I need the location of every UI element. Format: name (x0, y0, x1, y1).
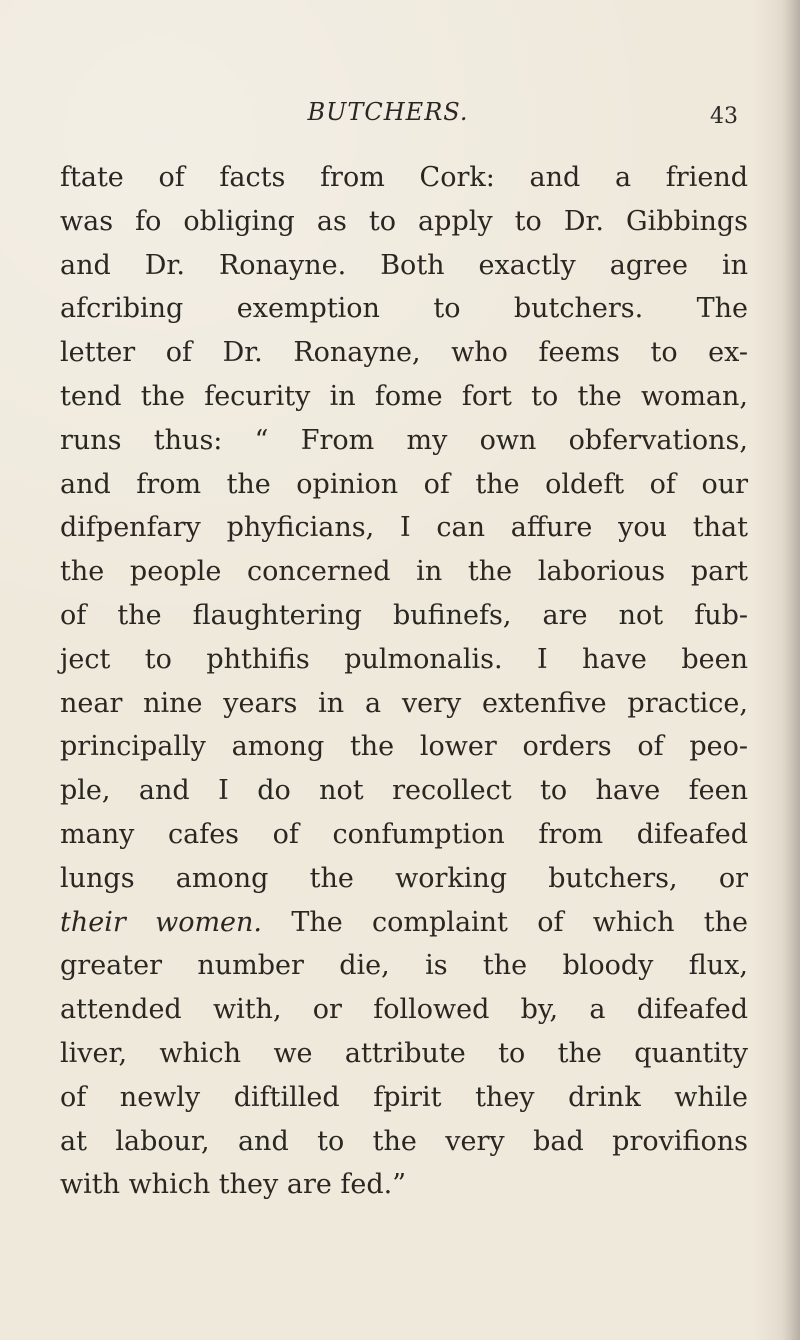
text-line-9: difpenfary phyficians, I can affure you that (60, 512, 748, 544)
running-head (0, 86, 800, 129)
text-line-1: ftate of facts from Cork: and a friend (60, 162, 748, 193)
text-line-18 (60, 901, 748, 945)
text-line-20: attended with, or followed by, a difeafed (60, 994, 748, 1026)
text-line-13: near nine years in a very extenfive practice, (60, 687, 748, 719)
text-line-21: liver, which we attribute to the quantity (60, 1037, 748, 1069)
text-line-18-rest: The complaint of which the (262, 906, 748, 938)
text-line-5: letter of Dr. Ronayne, who feems to ex- (60, 337, 748, 369)
text-line-19: greater number die, is the bloody flux, (60, 950, 748, 982)
text-line-10: the people concerned in the laborious part (60, 556, 748, 588)
text-line-12: ject to phthifis pulmonalis. I have been (60, 643, 748, 675)
text-line-11: of the flaughtering bufinefs, are not fub- (60, 599, 748, 631)
text-line-15: ple, and I do not recollect to have feen (60, 775, 748, 807)
text-line-14: principally among the lower orders of peo- (60, 731, 748, 763)
main-text (60, 156, 748, 1207)
text-line-4: afcribing exemption to butchers. The (60, 293, 748, 325)
text-line-7: runs thus: “ From my own obfervations, (60, 424, 748, 456)
text-line-16: many cafes of confumption from difeafed (60, 818, 748, 850)
text-line-2: was fo obliging as to apply to Dr. Gibbings (60, 205, 748, 237)
running-title: BUTCHERS. (307, 98, 469, 126)
text-line-17: lungs among the working butchers, or (60, 862, 748, 894)
text-line-24: with which they are fed.” (60, 1169, 407, 1201)
text-line-8: and from the opinion of the oldeft of our (60, 468, 748, 500)
page-edge-shadow (782, 0, 800, 1340)
text-line-3: and Dr. Ronayne. Both exactly agree in (60, 249, 748, 281)
text-line-23: at labour, and to the very bad provifions (60, 1125, 748, 1157)
text-line-6: tend the fecurity in fome fort to the woman, (60, 380, 748, 412)
italic-phrase: their women. (60, 906, 263, 938)
page-number: 43 (710, 104, 738, 129)
text-line-22: of newly diftilled fpirit they drink while (60, 1081, 748, 1113)
